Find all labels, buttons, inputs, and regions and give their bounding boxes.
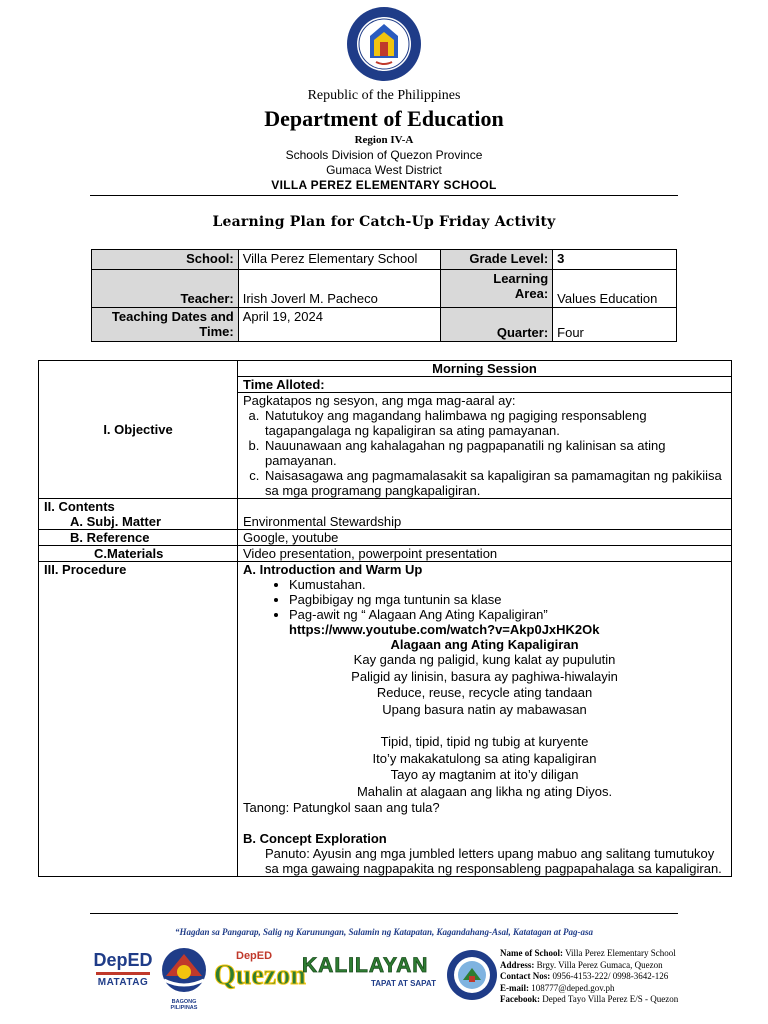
materials-label: C.Materials xyxy=(39,546,238,562)
song-stanza-1: Kay ganda ng paligid, kung kalat ay pupulutin Paligid ay linisin, basura ay paghiwa-hiwalayin Reduce, reuse, recycle ating tandaan Upang basura natin ay mabawasan xyxy=(351,652,618,717)
objective-item: a. Natutukoy ang magandang halimbawa ng pagiging responsableng tagapangalaga ng kapaligiran sa ating pamayanan. xyxy=(263,408,726,438)
reference-value: Google, youtube xyxy=(238,530,732,546)
teaching-dates-label: Teaching Dates and Time: xyxy=(92,308,239,342)
objectives-cell xyxy=(238,393,732,499)
school-seal-logo xyxy=(446,946,498,1004)
concept-instruction: Panuto: Ayusin ang mga jumbled letters upang mabuo ang salitang tumutukoy sa mga gawaing nagpapakita ng responsableng pagpapahalaga sa kapaligiran. xyxy=(265,846,722,876)
song-stanza-2: Tipid, tipid, tipid ng tubig at kuryente Ito’y makakatulong sa ating kapaligiran Tayo ay magtanim at ito’y diligan Mahalin at alagaan ang likha ng ating Diyos. xyxy=(356,734,613,799)
grade-level-value: 3 xyxy=(553,250,677,270)
subject-matter-label: A. Subj. Matter xyxy=(70,514,162,529)
reference-label: B. Reference xyxy=(39,530,238,546)
deped-seal-logo xyxy=(346,6,422,82)
objective-intro: Pagkatapos ng sesyon, ang mga mag-aaral ay: xyxy=(243,393,516,408)
department-title: Department of Education xyxy=(264,106,504,131)
warmup-item: • Pagbibigay ng mga tuntunin sa klase xyxy=(289,592,726,607)
objectives-list xyxy=(243,408,726,498)
bagong-pilipinas-logo: BAGONG PILIPINAS xyxy=(160,946,208,1008)
warmup-item: • Pag-awit ng “ Alagaan Ang Ating Kapaligiran” xyxy=(289,607,726,622)
objective-item: b. Nauunawaan ang kahalagahan ng pagpapanatili ng kalinisan sa ating pamayanan. xyxy=(263,438,726,468)
division-line: Schools Division of Quezon Province xyxy=(285,148,483,162)
procedure-cell xyxy=(238,562,732,877)
session-header: Morning Session xyxy=(238,361,732,377)
contact-school: Name of School: Villa Perez Elementary School xyxy=(500,948,676,958)
info-table xyxy=(91,249,677,342)
footer-divider xyxy=(90,913,678,914)
deped-matatag-logo: DepED MATATAG xyxy=(93,950,153,988)
subject-matter-value: Environmental Stewardship xyxy=(238,499,732,530)
quarter-label: Quarter: xyxy=(441,308,553,342)
contact-numbers: Contact Nos: 0956-4153-222/ 0998-3642-126 xyxy=(500,971,669,981)
bagong-pilipinas-emblem-icon xyxy=(160,946,208,994)
school-name-line: VILLA PEREZ ELEMENTARY SCHOOL xyxy=(271,178,497,192)
concept-exploration-heading: B. Concept Exploration xyxy=(243,831,387,846)
school-value: Villa Perez Elementary School xyxy=(238,250,441,270)
motto-line: “Hagdan sa Pangarap, Salig ng Karunungan, Salamin ng Katapatan, Kagandahang-Asal, Katatagan at Pag-asa xyxy=(174,927,594,937)
teacher-value: Irish Joverl M. Pacheco xyxy=(238,270,441,308)
school-contact-info xyxy=(500,948,765,1006)
youtube-link[interactable]: https://www.youtube.com/watch?v=Akp0JxHK2Ok xyxy=(289,622,600,637)
materials-value: Video presentation, powerpoint presentation xyxy=(238,546,732,562)
contact-email: E-mail: 108777@deped.gov.ph xyxy=(500,982,615,993)
objective-label: I. Objective xyxy=(39,361,238,499)
deped-quezon-logo: DepED Quezon xyxy=(214,950,306,991)
contact-facebook: Facebook: Deped Tayo Villa Perez E/S - Quezon xyxy=(500,994,679,1004)
procedure-label: III. Procedure xyxy=(39,562,238,877)
quarter-value: Four xyxy=(553,308,677,342)
document-title: Learning Plan for Catch-Up Friday Activity xyxy=(212,214,556,230)
teaching-dates-value: April 19, 2024 xyxy=(238,308,441,342)
kalilayan-logo: KALILAYAN TAPAT AT SAPAT xyxy=(302,954,436,988)
warmup-item: • Kumustahan. xyxy=(289,577,726,592)
song-title: Alagaan ang Ating Kapaligiran xyxy=(390,637,579,652)
teacher-label: Teacher: xyxy=(92,270,239,308)
time-alloted-label: Time Alloted: xyxy=(238,377,732,393)
grade-level-label: Grade Level: xyxy=(441,250,553,270)
header-divider xyxy=(90,195,678,196)
objective-item: c. Naisasagawa ang pagmamalasakit sa kapaligiran sa pamamagitan ng pakikiisa sa mga programang pangkapaligiran. xyxy=(263,468,726,498)
intro-warmup-heading: A. Introduction and Warm Up xyxy=(243,562,423,577)
learning-area-value: Values Education xyxy=(553,270,677,308)
warmup-list xyxy=(243,577,726,622)
contents-label: II. Contents A. Subj. Matter xyxy=(39,499,238,530)
district-line: Gumaca West District xyxy=(326,163,442,177)
contact-address: Address: Brgy. Villa Perez Gumaca, Quezon xyxy=(500,959,663,970)
school-label: School: xyxy=(92,250,239,270)
republic-line: Republic of the Philippines xyxy=(307,88,461,103)
learning-plan-table xyxy=(38,360,732,877)
learning-area-label: Learning Area: xyxy=(441,270,553,308)
question-line: Tanong: Patungkol saan ang tula? xyxy=(243,800,440,815)
region-line: Region IV-A xyxy=(354,134,414,146)
